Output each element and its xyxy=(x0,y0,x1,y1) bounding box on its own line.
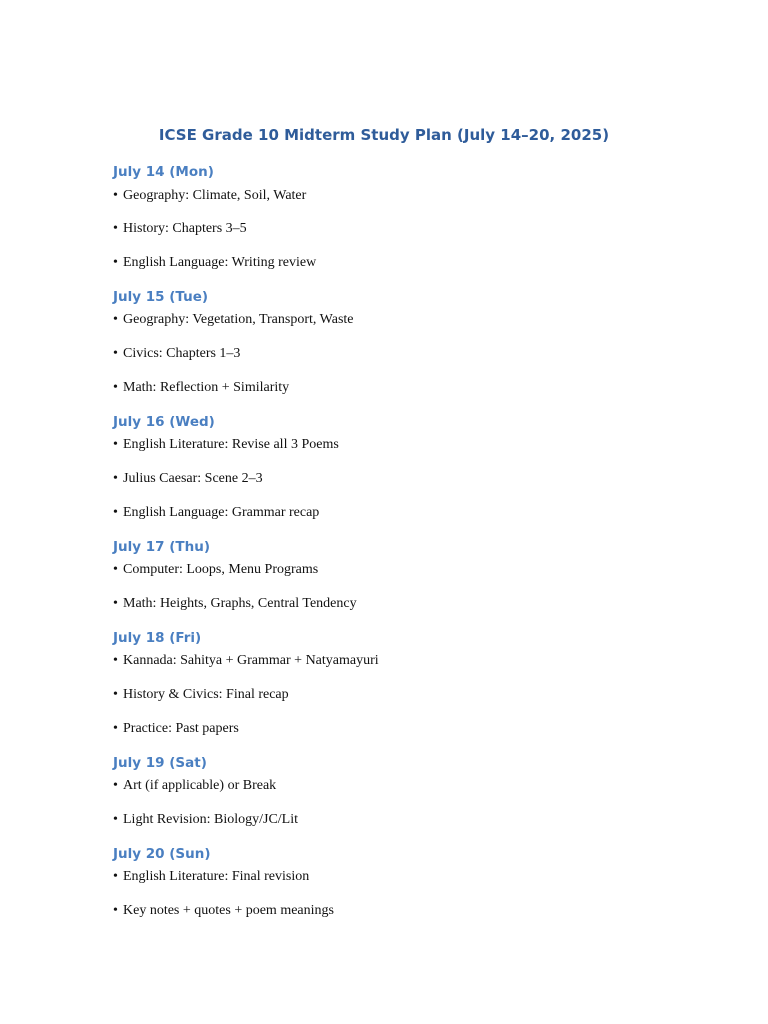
bullet: • xyxy=(113,903,118,918)
bullet: • xyxy=(113,596,118,611)
bullet: • xyxy=(113,778,118,793)
bullet: • xyxy=(113,312,118,327)
task-text: Math: Heights, Graphs, Central Tendency xyxy=(123,596,357,611)
bullet: • xyxy=(113,437,118,452)
day-heading-thu: July 17 (Thu) xyxy=(113,539,211,555)
task-item xyxy=(113,345,240,363)
task-item xyxy=(113,470,263,488)
task-text: Kannada: Sahitya + Grammar + Natyamayuri xyxy=(123,653,379,668)
task-text: History & Civics: Final recap xyxy=(123,687,289,702)
task-item xyxy=(113,595,357,613)
task-item xyxy=(113,504,319,522)
task-item xyxy=(113,561,318,579)
bullet: • xyxy=(113,812,118,827)
day-heading-tue: July 15 (Tue) xyxy=(113,289,209,305)
bullet: • xyxy=(113,471,118,486)
task-item xyxy=(113,652,379,670)
task-text: English Literature: Revise all 3 Poems xyxy=(123,437,339,452)
bullet: • xyxy=(113,380,118,395)
task-item xyxy=(113,187,306,205)
task-item xyxy=(113,777,276,795)
task-text: Light Revision: Biology/JC/Lit xyxy=(123,812,299,827)
day-heading-wed: July 16 (Wed) xyxy=(113,414,215,430)
day-heading-mon: July 14 (Mon) xyxy=(113,164,214,180)
bullet: • xyxy=(113,869,118,884)
task-item xyxy=(113,811,298,829)
task-item xyxy=(113,686,289,704)
task-text: Geography: Vegetation, Transport, Waste xyxy=(123,312,354,327)
day-heading-sat: July 19 (Sat) xyxy=(113,755,207,771)
bullet: • xyxy=(113,562,118,577)
task-text: English Literature: Final revision xyxy=(123,869,310,884)
bullet: • xyxy=(113,188,118,203)
task-text: Julius Caesar: Scene 2–3 xyxy=(123,471,263,486)
bullet: • xyxy=(113,221,118,236)
bullet: • xyxy=(113,687,118,702)
document-title: ICSE Grade 10 Midterm Study Plan (July 14–20, 2025) xyxy=(158,126,610,144)
bullet: • xyxy=(113,505,118,520)
task-item xyxy=(113,720,239,738)
bullet: • xyxy=(113,653,118,668)
task-text: English Language: Grammar recap xyxy=(123,505,320,520)
task-text: History: Chapters 3–5 xyxy=(123,221,247,236)
bullet: • xyxy=(113,721,118,736)
task-text: English Language: Writing review xyxy=(123,255,317,270)
task-text: Math: Reflection + Similarity xyxy=(123,380,290,395)
bullet: • xyxy=(113,255,118,270)
task-text: Key notes + quotes + poem meanings xyxy=(123,903,334,918)
task-item xyxy=(113,220,247,238)
task-text: Computer: Loops, Menu Programs xyxy=(123,562,319,577)
task-text: Art (if applicable) or Break xyxy=(123,778,277,793)
task-text: Civics: Chapters 1–3 xyxy=(123,346,241,361)
task-item xyxy=(113,902,334,920)
task-item xyxy=(113,379,289,397)
day-heading-fri: July 18 (Fri) xyxy=(113,630,202,646)
task-text: Geography: Climate, Soil, Water xyxy=(123,188,307,203)
task-item xyxy=(113,254,316,272)
task-item xyxy=(113,311,354,329)
task-item xyxy=(113,868,309,886)
task-text: Practice: Past papers xyxy=(123,721,239,736)
bullet: • xyxy=(113,346,118,361)
day-heading-sun: July 20 (Sun) xyxy=(113,846,211,862)
task-item xyxy=(113,436,339,454)
